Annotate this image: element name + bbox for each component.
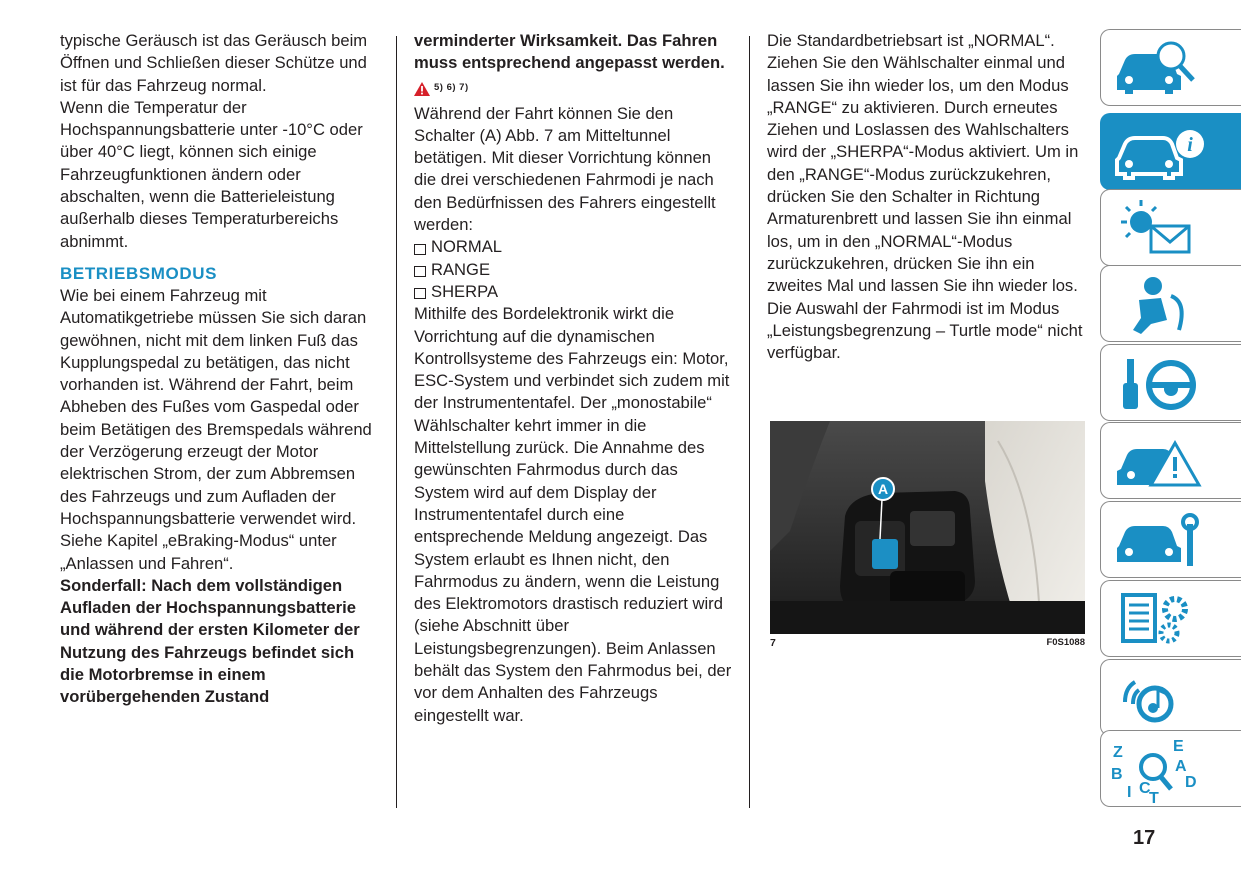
text-column-1 — [60, 30, 382, 709]
mode-option-range: RANGE — [431, 259, 491, 279]
paragraph: Während der Fahrt können Sie den Schalter (A) Abb. 7 am Mitteltunnel betätigen. Mit dieser Vorrichtung können die drei verschiedenen Fahrmodi je nach den Bedürfnissen des Fahrers eingestellt werden: — [414, 103, 716, 235]
warning-triangle-icon — [414, 82, 430, 96]
checkbox-square-icon — [414, 244, 426, 255]
text-column-2 — [414, 30, 734, 727]
chapter-tab-maintenance[interactable] — [1100, 501, 1241, 578]
chapter-tab-car-info[interactable] — [1100, 113, 1241, 190]
text-column-3 — [767, 30, 1089, 364]
paragraph: Die Auswahl der Fahrmodi ist im Modus „Leistungsbegrenzung – Turtle mode“ nicht verfügbar. — [767, 298, 1083, 363]
bold-notice: Sonderfall: Nach dem vollständigen Aufladen der Hochspannungsbatterie und während der ersten Kilometer der Nutzung des Fahrzeugs befindet sich die Motorbremse in einem vorübergehenden Zustand — [60, 575, 360, 707]
checkbox-square-icon — [414, 266, 426, 277]
svg-text:B: B — [1111, 766, 1123, 783]
mode-option-normal: NORMAL — [431, 237, 502, 257]
svg-text:I: I — [1127, 784, 1132, 801]
specs-gear-icon — [1111, 587, 1206, 653]
svg-text:E: E — [1173, 738, 1184, 755]
warning-reference — [414, 77, 734, 101]
key-steering-wheel-icon — [1111, 351, 1206, 417]
warning-refs: 5) 6) 7) — [434, 82, 469, 94]
bold-notice-continued: verminderter Wirksamkeit. Das Fahren muss entsprechend angepasst werden. — [414, 31, 725, 73]
chapter-tab-car-search[interactable] — [1100, 29, 1241, 106]
mode-option-sherpa: SHERPA — [431, 281, 499, 301]
svg-text:Z: Z — [1113, 744, 1123, 761]
car-info-icon — [1111, 120, 1206, 186]
callout-label: A — [877, 481, 889, 497]
center-tunnel-photo — [770, 421, 1085, 634]
page-number: 17 — [1133, 827, 1156, 849]
chapter-tab-lights-messages[interactable] — [1100, 189, 1241, 266]
chapter-tab-multimedia[interactable] — [1100, 659, 1241, 736]
sun-warning-envelope-icon — [1111, 196, 1206, 262]
svg-text:C: C — [1139, 780, 1151, 797]
multimedia-icon — [1111, 666, 1206, 732]
figure-photo — [770, 421, 1085, 634]
section-heading: BETRIEBSMODUS — [60, 263, 218, 283]
car-breakdown-icon — [1111, 429, 1206, 495]
list-item — [414, 236, 734, 258]
chapter-tab-emergency[interactable] — [1100, 422, 1241, 499]
seat-safety-icon — [1111, 272, 1206, 338]
svg-text:i: i — [1187, 134, 1193, 156]
checkbox-square-icon — [414, 288, 426, 299]
chapter-tab-index[interactable] — [1100, 730, 1241, 807]
paragraph: Wenn die Temperatur der Hochspannungsbatterie unter -10°C oder über 40°C liegt, können sich einige Fahrzeugfunktionen ändern oder abschalten, wenn die Batterieleistung außerhalb dieses Temperaturbereichs abnimmt. — [60, 97, 363, 251]
svg-text:A: A — [1175, 758, 1187, 775]
svg-text:D: D — [1185, 774, 1197, 791]
column-divider-right — [749, 36, 750, 808]
figure-number: 7 — [770, 637, 776, 649]
index-search-icon — [1111, 737, 1206, 803]
figure-caption — [770, 637, 1085, 653]
column-divider-left — [396, 36, 397, 808]
paragraph: typische Geräusch ist das Geräusch beim Öffnen und Schließen dieser Schütze und ist für das Fahrzeug normal. — [60, 31, 368, 95]
figure-code: F0S1088 — [1046, 637, 1085, 648]
car-search-icon — [1111, 36, 1206, 102]
svg-text:T: T — [1149, 790, 1159, 803]
paragraph: Mithilfe des Bordelektronik wirkt die Vorrichtung auf die dynamischen Kontrollsysteme des Fahrzeugs ein: Motor, ESC-System und verbindet sich zudem mit der Instrumententafel. Der „monostabile“ Wählschalter kehrt immer in die Mittelstellung zurück. Die Annahme des gewünschten Fahrmodus durch das System wird auf dem Display der Instrumententafel durch eine entsprechende Meldung angezeigt. Das System erlaubt es Ihnen nicht, den Fahrmodus zu ändern, wenn die Leistung des Elektromotors drastisch reduziert wird (siehe Abschnitt über Leistungsbegrenzungen). Beim Anlassen behält das System den Fahrmodus bei, der vor dem Anhalten des Fahrzeugs eingestellt war. — [414, 304, 732, 725]
chapter-tab-technical-data[interactable] — [1100, 580, 1241, 657]
chapter-tab-safety[interactable] — [1100, 265, 1241, 342]
paragraph: Die Standardbetriebsart ist „NORMAL“. Ziehen Sie den Wählschalter einmal und lassen Sie ihn wieder los, um den Modus „RANGE“ zu aktivieren. Durch erneutes Ziehen und Loslassen des Wahlschalters wird der „SHERPA“-Modus aktiviert. Um in den „RANGE“-Modus zurückzukehren, drücken Sie den Schalter in Richtung Armaturenbrett und lassen Sie ihn einmal los, um in den „NORMAL“-Modus zurückzukehren, drücken Sie ihn ein zweites Mal und lassen Sie ihn wieder los. — [767, 31, 1079, 296]
paragraph: Wie bei einem Fahrzeug mit Automatikgetriebe müssen Sie sich daran gewöhnen, nicht mit dem linken Fuß das Kupplungspedal zu betätigen, das nicht vorhanden ist. Während der Fahrt, beim Abheben des Fußes vom Gaspedal oder beim Betätigen des Bremspedals während der Verzögerung erzeugt der Motor elektrischen Strom, der zum Abbremsen des Fahrzeugs und zum Aufladen der Hochspannungsbatterie verwendet wird. Siehe Kapitel „eBraking-Modus“ unter „Anlassen und Fahren“. — [60, 285, 372, 573]
car-wrench-icon — [1111, 508, 1206, 574]
chapter-tab-starting-driving[interactable] — [1100, 344, 1241, 421]
list-item — [414, 281, 734, 303]
list-item — [414, 259, 734, 281]
